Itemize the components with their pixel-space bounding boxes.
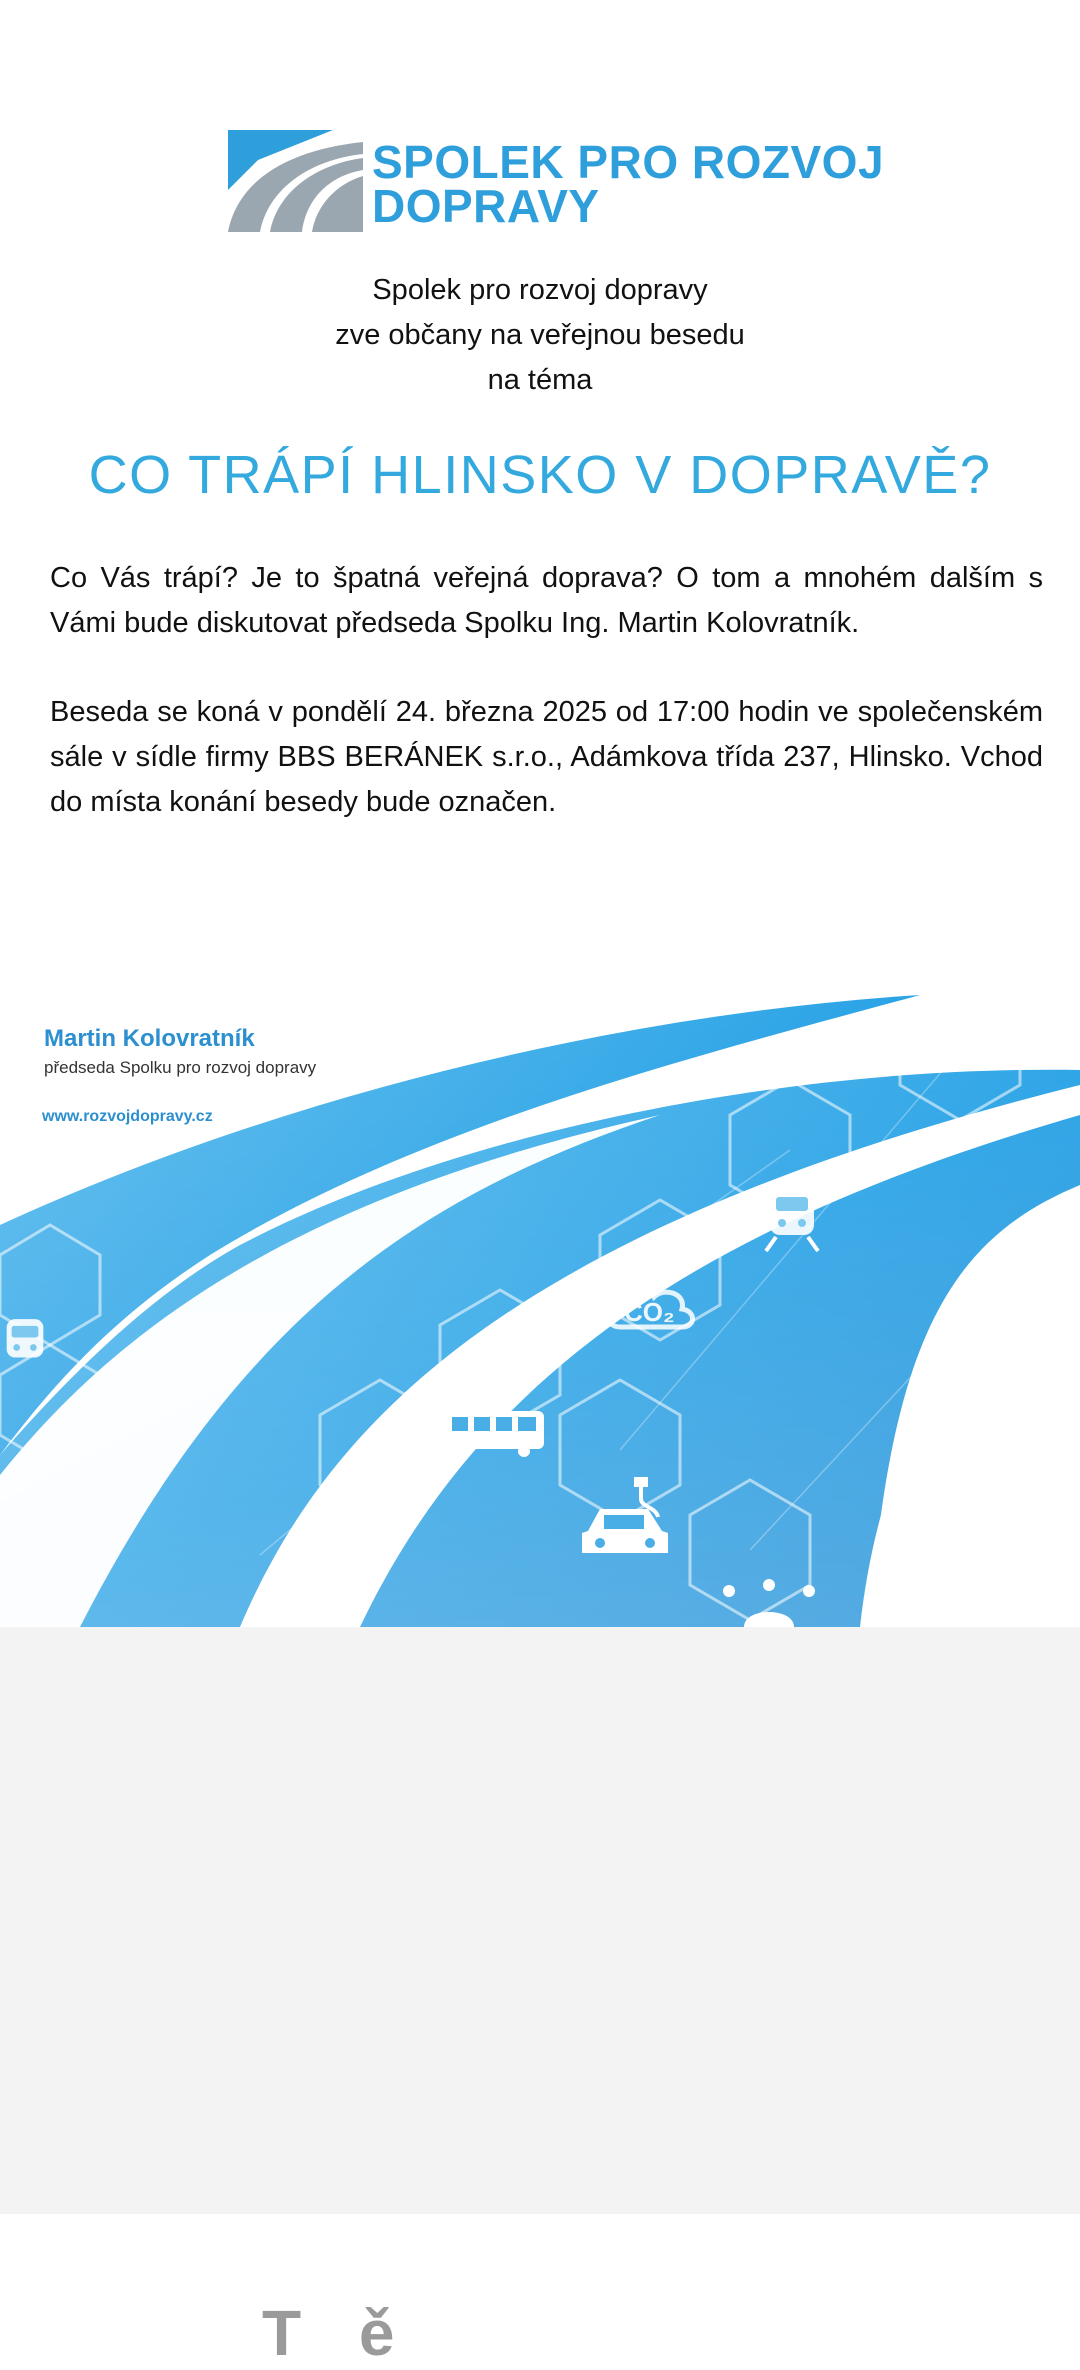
next-section-heading: T ě xyxy=(262,2297,415,2369)
people-icon xyxy=(318,1487,388,1567)
intro-line-2: zve občany na veřejnou besedu xyxy=(335,319,745,351)
network-people-icon xyxy=(714,1577,824,1627)
co2-label: CO₂ xyxy=(624,1297,675,1327)
hero-banner-image xyxy=(0,995,1080,1627)
description-paragraph: Co Vás trápí? Je to špatná veřejná doprava? O tom a mnohém dalším s Vámi bude diskutovat předseda Spolku Ing. Martin Kolovratník. xyxy=(50,562,1043,639)
event-headline: CO TRÁPÍ HLINSKO V DOPRAVĚ? xyxy=(88,445,992,505)
bus-icon xyxy=(440,1403,550,1463)
logo-text-line1: SPOLEK PRO ROZVOJ xyxy=(372,136,885,188)
cloud-co2-icon xyxy=(600,1275,700,1335)
speaker-name: Martin Kolovratník xyxy=(44,1025,255,1052)
logo-text-line2: DOPRAVY xyxy=(372,180,600,232)
train-icon xyxy=(0,1315,50,1375)
website-link[interactable]: www.rozvojdopravy.cz xyxy=(42,1108,213,1125)
invitation-intro xyxy=(0,268,1080,403)
event-details-paragraph: Beseda se koná v pondělí 24. března 2025 od 17:00 hodin ve společenském sále v sídle firmy BBS BERÁNEK s.r.o., Adámkova třída 237, Hlinsko. Vchod do místa konání besedy bude označen. xyxy=(50,696,1043,818)
intro-line-3: na téma xyxy=(487,364,593,396)
speaker-role: předseda Spolku pro rozvoj dopravy xyxy=(44,1058,317,1077)
logo-road-icon xyxy=(228,130,368,238)
content-placeholder-block xyxy=(0,1627,1080,2214)
organization-logo xyxy=(228,130,885,238)
train-icon xyxy=(762,1185,822,1255)
electric-car-icon xyxy=(578,1473,678,1563)
intro-line-1: Spolek pro rozvoj dopravy xyxy=(372,274,708,306)
